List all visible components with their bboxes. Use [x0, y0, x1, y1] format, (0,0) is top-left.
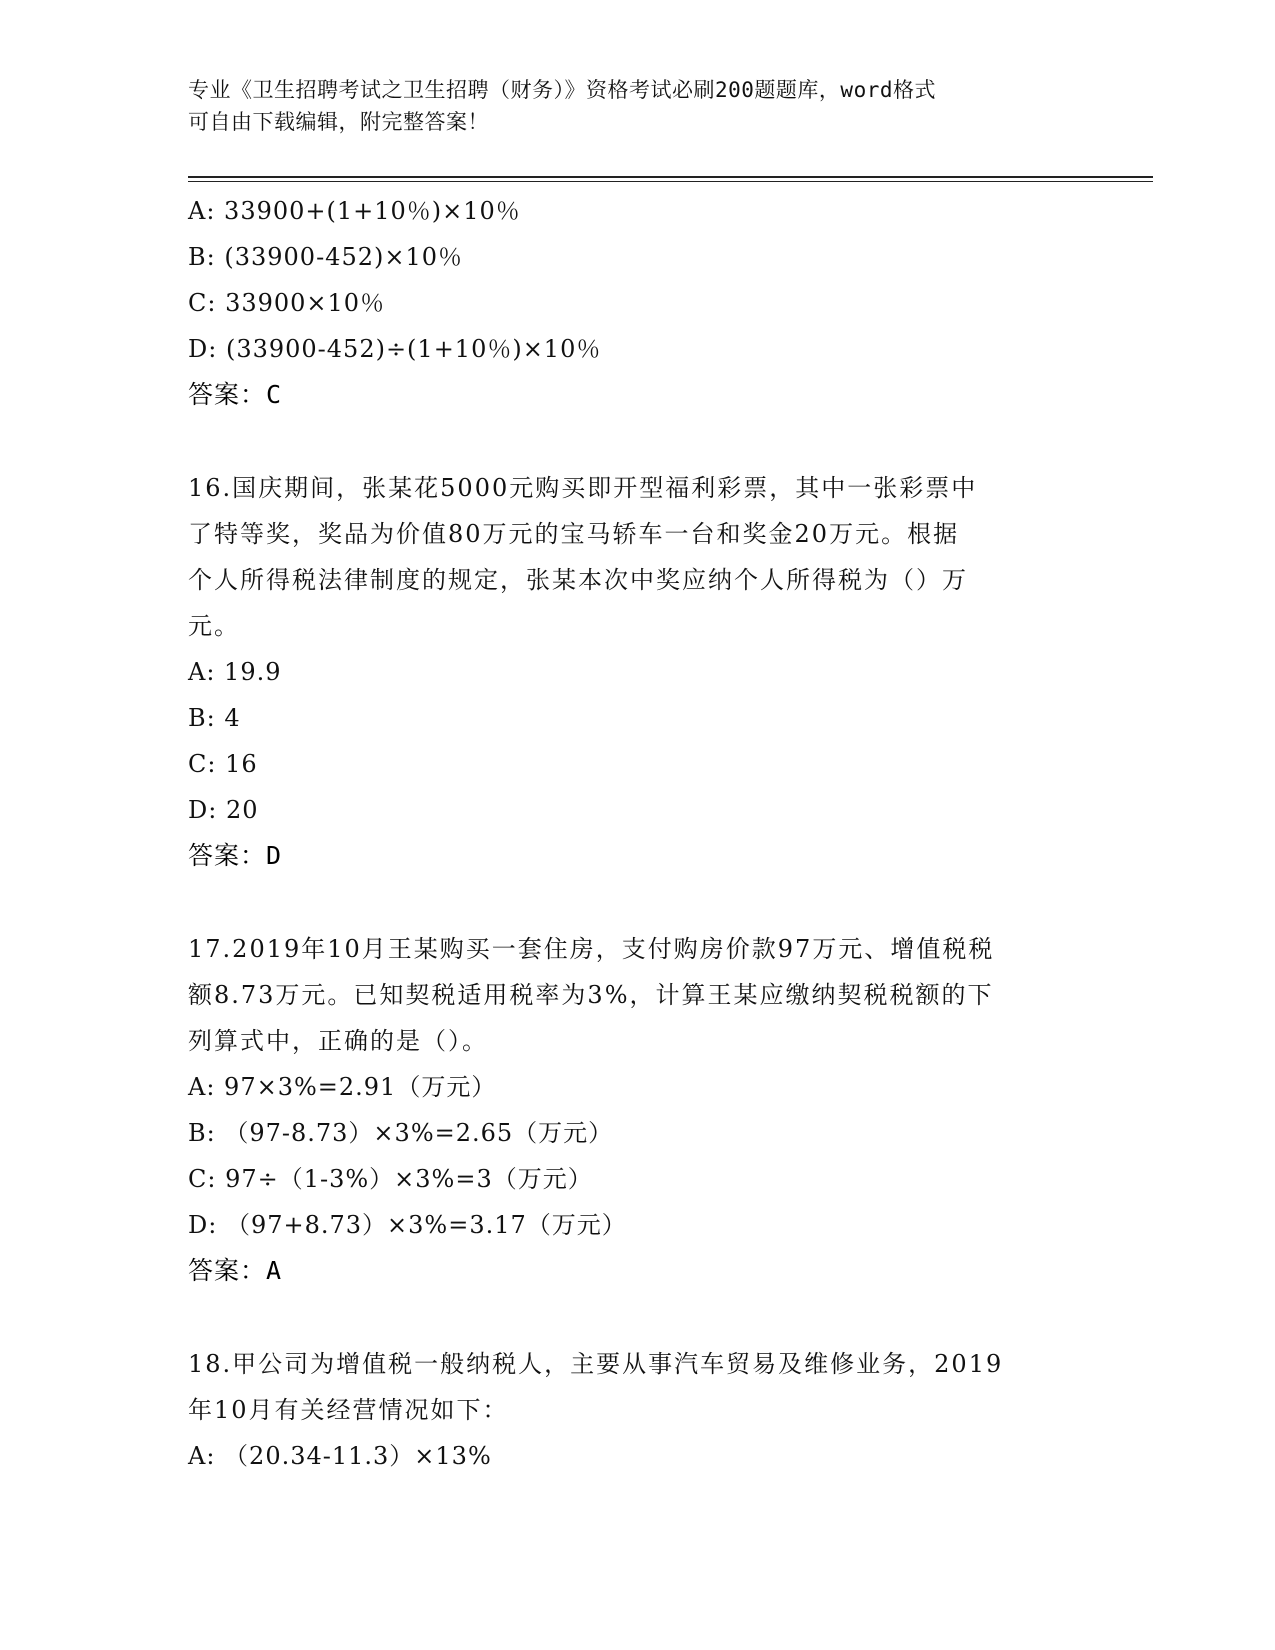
header-line-1: 专业《卫生招聘考试之卫生招聘（财务）》资格考试必刷200题题库，word格式 — [188, 78, 936, 102]
option-d: D: (33900-452)÷(1+10％)×10％ — [188, 335, 602, 363]
header-line-2: 可自由下载编辑，附完整答案！ — [188, 110, 489, 134]
question-text-line: 额8.73万元。已知契税适用税率为3%，计算王某应缴纳契税税额的下 — [188, 981, 994, 1009]
option-c: C: 33900×10％ — [188, 289, 386, 317]
question-text-line: 元。 — [188, 612, 240, 640]
option-b: B: 4 — [188, 704, 241, 732]
option-a: A: 33900+(1+10％)×10％ — [188, 197, 521, 225]
question-content — [188, 188, 1088, 1479]
spacer — [188, 418, 1088, 465]
question-text-line: 18.甲公司为增值税一般纳税人，主要从事汽车贸易及维修业务，2019 — [188, 1350, 1004, 1378]
option-a: A: 97×3%=2.91（万元） — [188, 1073, 497, 1101]
option-b: B: (33900-452)×10％ — [188, 243, 463, 271]
question-17-block — [188, 926, 1088, 1294]
spacer — [188, 1294, 1088, 1341]
option-c: C: 16 — [188, 750, 258, 778]
question-text-line: 个人所得税法律制度的规定，张某本次中奖应纳个人所得税为（）万 — [188, 566, 968, 594]
question-16-block — [188, 465, 1088, 879]
option-c: C: 97÷（1-3%）×3%=3（万元） — [188, 1165, 593, 1193]
option-a: A: 19.9 — [188, 658, 282, 686]
question-18-block — [188, 1341, 1088, 1479]
option-a: A: （20.34-11.3）×13% — [188, 1442, 492, 1470]
question-text-line: 年10月有关经营情况如下： — [188, 1396, 509, 1424]
question-text-line: 17.2019年10月王某购买一套住房，支付购房价款97万元、增值税税 — [188, 935, 995, 963]
document-header — [188, 74, 1068, 138]
spacer — [188, 879, 1088, 926]
option-d: D: （97+8.73）×3%=3.17（万元） — [188, 1211, 627, 1239]
question-text-line: 列算式中，正确的是（）。 — [188, 1027, 488, 1055]
answer-line: 答案：A — [188, 1256, 283, 1285]
option-b: B: （97-8.73）×3%=2.65（万元） — [188, 1119, 614, 1147]
answer-line: 答案：C — [188, 380, 283, 409]
question-text-line: 了特等奖，奖品为价值80万元的宝马轿车一台和奖金20万元。根据 — [188, 520, 960, 548]
answer-line: 答案：D — [188, 841, 283, 870]
header-divider-thin — [188, 181, 1153, 182]
header-divider-thick — [188, 176, 1153, 178]
option-d: D: 20 — [188, 796, 259, 824]
question-15-block — [188, 188, 1088, 418]
question-text-line: 16.国庆期间，张某花5000元购买即开型福利彩票，其中一张彩票中 — [188, 474, 978, 502]
